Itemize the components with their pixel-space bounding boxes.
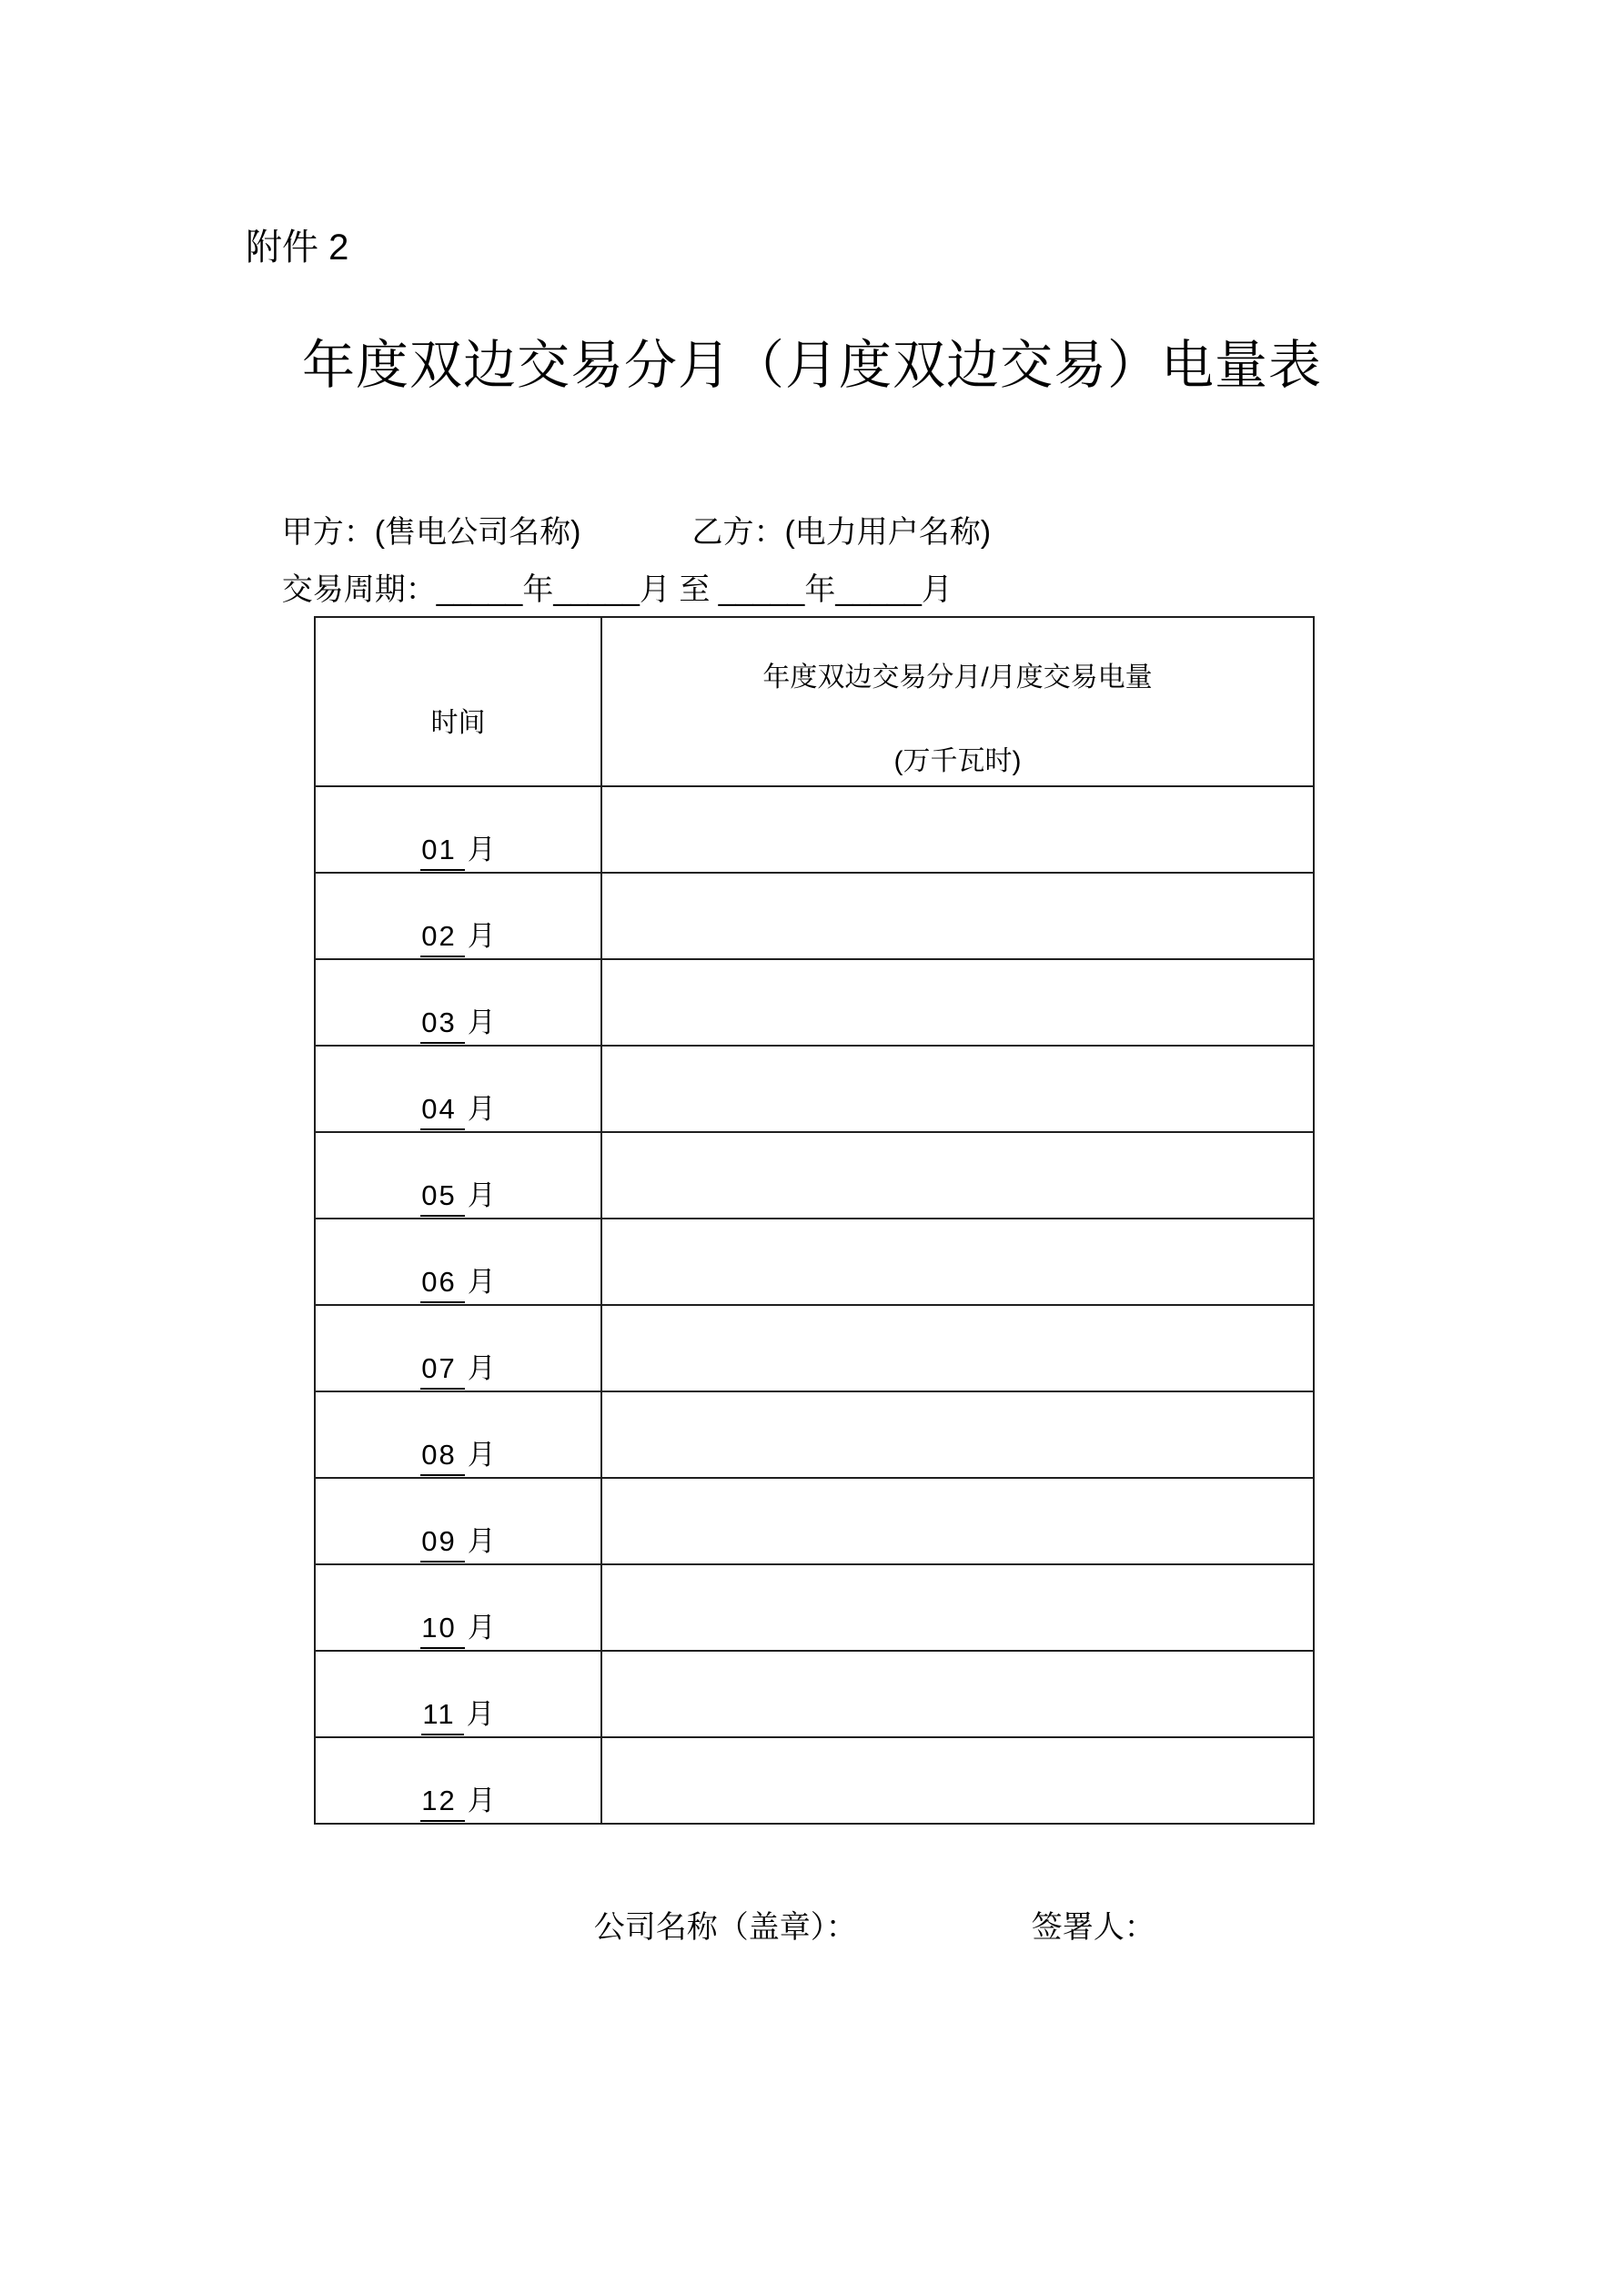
month-suffix: 月 <box>467 1612 496 1644</box>
month-suffix: 月 <box>467 1006 496 1038</box>
monthly-energy-table-wrap <box>314 616 1315 1825</box>
month-suffix: 月 <box>467 834 496 865</box>
energy-header-cell <box>601 617 1314 786</box>
month-number: 11 <box>421 1698 463 1735</box>
month-suffix: 月 <box>467 1785 496 1816</box>
month-cell <box>315 1478 601 1564</box>
table-row-may <box>315 1132 1314 1219</box>
table-row-jul <box>315 1305 1314 1391</box>
energy-value-cell[interactable] <box>601 1046 1314 1132</box>
month-number: 09 <box>420 1525 464 1563</box>
month-cell <box>315 1651 601 1737</box>
party-b-label: 乙方：(电力用户名称) <box>691 515 992 550</box>
month-number: 08 <box>420 1439 464 1476</box>
month-number: 06 <box>420 1266 464 1303</box>
table-row-feb <box>315 873 1314 959</box>
table-row-jan <box>315 786 1314 873</box>
month-suffix: 月 <box>467 1352 496 1384</box>
energy-value-cell[interactable] <box>601 786 1314 873</box>
month-cell <box>315 873 601 959</box>
time-header-label: 时间 <box>430 708 486 738</box>
month-number: 02 <box>420 920 464 957</box>
time-header-cell <box>315 617 601 786</box>
month-cell <box>315 1219 601 1305</box>
energy-value-cell[interactable] <box>601 1478 1314 1564</box>
table-row-dec <box>315 1737 1314 1824</box>
table-row-nov <box>315 1651 1314 1737</box>
energy-value-cell[interactable] <box>601 1132 1314 1219</box>
month-cell <box>315 1564 601 1651</box>
month-cell <box>315 1046 601 1132</box>
energy-value-cell[interactable] <box>601 1305 1314 1391</box>
month-suffix: 月 <box>466 1698 495 1730</box>
month-cell <box>315 1305 601 1391</box>
month-suffix: 月 <box>467 1525 496 1557</box>
month-number: 03 <box>420 1006 464 1044</box>
month-cell <box>315 1391 601 1478</box>
table-row-oct <box>315 1564 1314 1651</box>
signer-label: 签署人： <box>1031 1910 1155 1945</box>
energy-value-cell[interactable] <box>601 959 1314 1046</box>
table-row-sep <box>315 1478 1314 1564</box>
month-number: 04 <box>420 1093 464 1130</box>
month-number: 07 <box>420 1352 464 1390</box>
table-header-row <box>315 617 1314 786</box>
energy-value-cell[interactable] <box>601 1564 1314 1651</box>
month-suffix: 月 <box>467 1179 496 1211</box>
signature-line <box>0 1862 1624 1993</box>
energy-value-cell[interactable] <box>601 873 1314 959</box>
table-row-jun <box>315 1219 1314 1305</box>
energy-value-cell[interactable] <box>601 1219 1314 1305</box>
month-number: 12 <box>420 1785 464 1822</box>
energy-value-cell[interactable] <box>601 1651 1314 1737</box>
trade-period-label: 交易周期： <box>281 572 437 607</box>
month-number: 05 <box>420 1179 464 1217</box>
energy-header-line1: 年度双边交易分月/月度交易电量 <box>762 663 1153 693</box>
month-suffix: 月 <box>467 1093 496 1125</box>
month-suffix: 月 <box>467 1439 496 1471</box>
page-title: 年度双边交易分月（月度双边交易）电量表 <box>301 336 1322 395</box>
month-suffix: 月 <box>467 1266 496 1298</box>
table-row-apr <box>315 1046 1314 1132</box>
month-cell <box>315 959 601 1046</box>
month-cell <box>315 786 601 873</box>
company-seal-label: 公司名称（盖章）： <box>593 1910 857 1945</box>
table-row-mar <box>315 959 1314 1046</box>
party-a-label: 甲方：(售电公司名称) <box>281 515 581 550</box>
month-cell <box>315 1737 601 1824</box>
month-number: 10 <box>420 1612 464 1649</box>
month-number: 01 <box>420 834 464 871</box>
energy-value-cell[interactable] <box>601 1737 1314 1824</box>
energy-value-cell[interactable] <box>601 1391 1314 1478</box>
monthly-energy-table <box>314 616 1315 1825</box>
attachment-label: 附件 2 <box>246 228 349 268</box>
energy-header-unit: (万千瓦时) <box>893 746 1022 776</box>
table-row-aug <box>315 1391 1314 1478</box>
month-cell <box>315 1132 601 1219</box>
month-suffix: 月 <box>467 920 496 952</box>
trade-period-blanks[interactable]: _____年_____月 至 _____年_____月 <box>436 572 953 607</box>
